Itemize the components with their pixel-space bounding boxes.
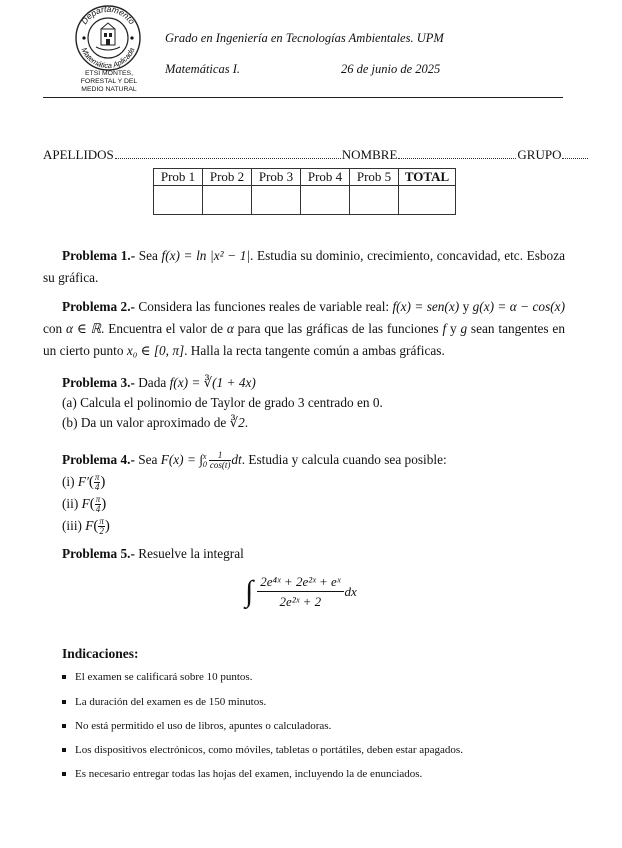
grades-header-row: [154, 169, 456, 186]
grades-header-cell: Prob 3: [252, 169, 301, 186]
group-label: GRUPO: [517, 147, 562, 162]
student-fields: [43, 147, 589, 163]
school-line-2: FORESTAL Y DEL: [80, 78, 138, 86]
problem-4-text-2: . Estudia y calcula cuando sea posible:: [241, 452, 447, 467]
problem-4-item-i: (i) F′( $\frac{\pi}{4}$ ): [62, 472, 106, 493]
header-rule: [43, 97, 563, 98]
problem-5-text: Resuelve la integral: [134, 546, 244, 561]
problem-4-text: Sea: [134, 452, 161, 467]
problem-2-title: Problema 2.-: [62, 299, 135, 314]
problem-4-item-ii-fn: F: [81, 496, 90, 511]
indication-text: No está permitido el uso de libros, apuntes o calculadoras.: [75, 720, 332, 732]
problem-2-text: Considera las funciones reales de variable real:: [134, 299, 393, 314]
problem-4: [43, 449, 565, 537]
bullet-icon: [62, 675, 66, 679]
problem-4-lower-limit: 0: [202, 459, 207, 469]
indication-text: Es necesario entregar todas las hojas del examen, incluyendo la de enunciados.: [75, 768, 423, 780]
score-cell[interactable]: [154, 186, 203, 215]
indication-text: El examen se calificará sobre 10 puntos.: [75, 671, 253, 683]
grades-score-row: [154, 186, 456, 215]
problem-4-integrand-den: cos(t): [209, 460, 231, 471]
problem-3-part-b-end: .: [244, 415, 249, 430]
indication-text: Los dispositivos electrónicos, como móviles, tabletas o portátiles, deben estar apagados.: [75, 744, 463, 756]
name-label: NOMBRE: [341, 147, 398, 162]
problem-5-integral: [245, 570, 357, 614]
bullet-icon: [62, 724, 66, 728]
problem-4-item-ii-label: (ii): [62, 496, 82, 511]
problem-4-item-ii-num: π: [95, 494, 101, 505]
problem-3-title: Problema 3.-: [62, 375, 135, 390]
problem-3-function: f(x) = ∛(1 + 4x): [169, 375, 256, 390]
problem-2-gname: g: [460, 321, 468, 336]
problem-3-part-a: (a) Calcula el polinomio de Taylor de grado 3 centrado en 0.: [62, 395, 383, 410]
school-name: [72, 70, 146, 95]
degree-title: Grado en Ingeniería en Tecnologías Ambientales. UPM: [165, 31, 444, 45]
indication-item: [62, 720, 331, 732]
problem-2-condition: α ∈ ℝ: [66, 321, 102, 336]
integral-denominator: 2e²ˣ + 2: [279, 594, 322, 609]
logo-ring-top: Departamento: [78, 4, 138, 27]
problem-1-function: f(x) = ln |x² − 1|: [161, 248, 251, 263]
score-cell-total[interactable]: [399, 186, 456, 215]
problem-2-text-6: y: [446, 321, 461, 336]
score-cell[interactable]: [203, 186, 252, 215]
problem-2-text-7: sean tangentes en un cierto punto: [43, 321, 565, 358]
grades-header-cell: Prob 1: [154, 169, 203, 186]
bullet-icon: [62, 748, 66, 752]
problem-2-text-5: para que las gráficas de las funciones: [233, 321, 443, 336]
school-line-3: MEDIO NATURAL: [81, 86, 137, 94]
problem-4-item-i-num: π: [94, 472, 100, 483]
course-name: Matemáticas I.: [165, 62, 240, 76]
problem-3-part-b: [43, 413, 565, 433]
integral-numerator: 2e⁴ˣ + 2e²ˣ + eˣ: [257, 574, 343, 592]
problem-4-F: F(x) = ∫: [160, 452, 203, 467]
bullet-icon: [62, 700, 66, 704]
problem-3-part-b-text: (b) Da un valor aproximado de: [62, 415, 230, 430]
indication-item: [62, 671, 252, 683]
bullet-icon: [62, 772, 66, 776]
indication-item: [62, 768, 422, 780]
problem-1-title: Problema 1.-: [62, 248, 136, 263]
problem-4-item-iii: (iii) F( $\frac{\pi}{2}$ ): [62, 516, 110, 537]
problem-4-title: Problema 4.-: [62, 452, 135, 467]
problem-4-item-i-label: (i): [62, 474, 78, 489]
problem-2-alpha: α: [226, 321, 234, 336]
problem-2-text-2: y: [459, 299, 473, 314]
problem-1: [43, 245, 565, 289]
department-seal-icon: [74, 4, 142, 72]
problem-3-part-b-root: ∛2: [229, 415, 245, 430]
indications-title: Indicaciones:: [62, 646, 139, 661]
grades-header-cell: Prob 5: [350, 169, 399, 186]
grades-header-total: TOTAL: [399, 169, 456, 186]
problem-3: [43, 373, 565, 433]
problem-2: [43, 296, 565, 362]
logo-ring-bottom: Matemática Aplicada: [79, 46, 137, 71]
problem-4-item-ii-den: 4: [95, 504, 101, 515]
grades-header-cell: Prob 2: [203, 169, 252, 186]
problem-4-item-ii: (ii) F( $\frac{\pi}{4}$ ): [62, 494, 107, 515]
score-cell[interactable]: [350, 186, 399, 215]
problem-2-f: f(x) = sen(x): [392, 299, 460, 314]
problem-4-integrand: [209, 451, 232, 470]
problem-1-text-2: . Estudia su dominio, crecimiento, concavidad, etc. Esboza su gráfica.: [43, 248, 565, 285]
problem-2-g: g(x) = α − cos(x): [472, 299, 566, 314]
exam-date: 26 de junio de 2025: [341, 62, 441, 76]
integral-dx: dx: [344, 584, 357, 599]
problem-4-upper-limit: x: [202, 451, 207, 461]
indication-text: La duración del examen es de 150 minutos.: [75, 696, 267, 708]
grades-table: [153, 168, 456, 215]
group-field[interactable]: [562, 157, 588, 159]
problem-2-text-8: . Halla la recta tangente común a ambas gráficas.: [184, 343, 445, 358]
surname-label: APELLIDOS: [43, 147, 114, 162]
problem-2-text-3: con: [43, 321, 67, 336]
problem-4-dt: dt: [231, 452, 242, 467]
problem-5: [43, 543, 565, 565]
score-cell[interactable]: [301, 186, 350, 215]
indication-item: [62, 744, 463, 756]
school-line-1: ETSI MONTES,: [85, 70, 133, 77]
problem-3-text: Dada: [134, 375, 170, 390]
problem-5-title: Problema 5.-: [62, 546, 135, 561]
problem-4-item-i-den: 4: [94, 482, 100, 493]
score-cell[interactable]: [252, 186, 301, 215]
problem-2-text-4: . Encuentra el valor de: [101, 321, 227, 336]
surname-field[interactable]: [115, 157, 341, 159]
problem-2-fname: f: [442, 321, 447, 336]
problem-4-item-iii-label: (iii): [62, 518, 86, 533]
problem-4-item-iii-num: π: [99, 516, 104, 527]
integral-sign: ∫: [245, 575, 254, 608]
problem-4-integrand-num: 1: [209, 451, 232, 461]
grades-header-cell: Prob 4: [301, 169, 350, 186]
department-logo: [74, 4, 142, 72]
problem-2-point: x₀ ∈ [0, π]: [126, 343, 185, 358]
indication-item: [62, 696, 266, 708]
problem-4-item-iii-fn: F: [85, 518, 94, 533]
problem-1-text: Sea: [135, 248, 162, 263]
problem-4-item-iii-den: 2: [99, 526, 104, 537]
name-field[interactable]: [398, 157, 516, 159]
problem-4-item-i-fn: F′: [77, 474, 89, 489]
